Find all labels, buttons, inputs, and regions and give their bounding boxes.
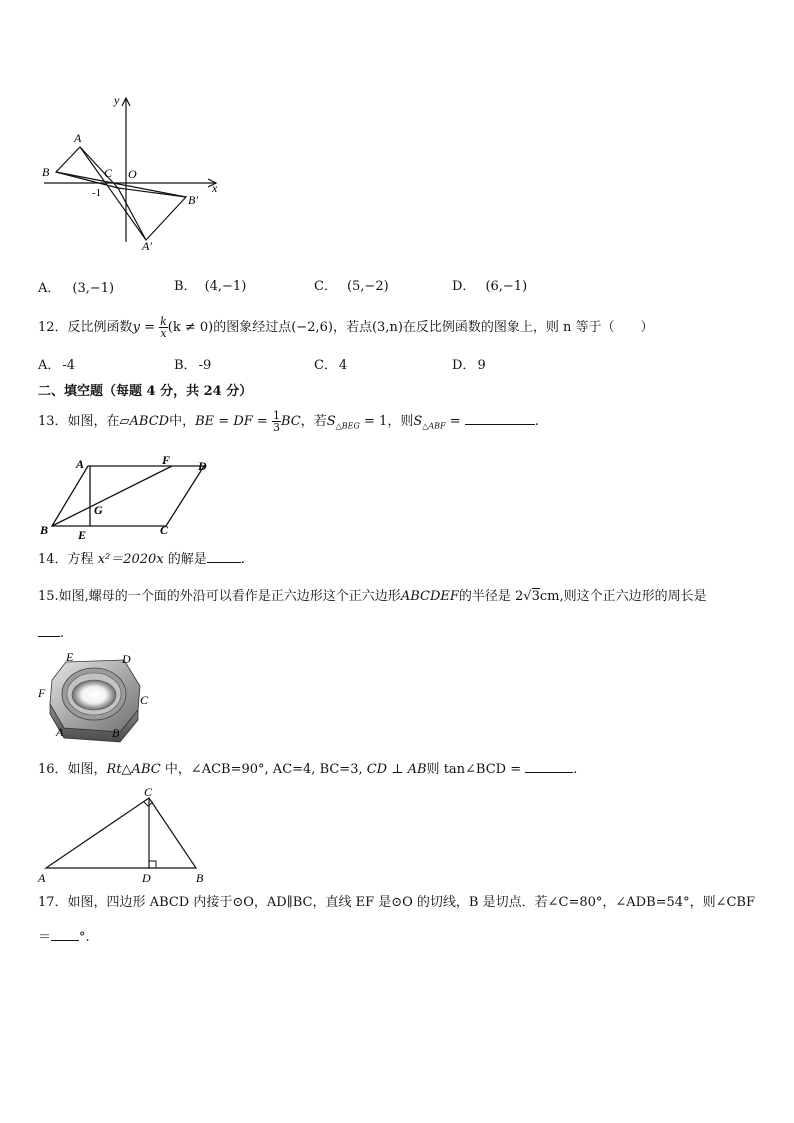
label-o: O <box>128 167 137 181</box>
label-d: D <box>198 459 207 473</box>
label-a-prime: A′ <box>142 239 152 253</box>
question-15: 15.如图,螺母的一个面的外沿可以看作是正六边形这个正六边形ABCDEF的半径是 2√3cm,则这个正六边形的周长是 <box>38 589 707 604</box>
fraction-one-third: $\frac{1}{3}$ <box>272 409 280 434</box>
label-b-prime: B′ <box>188 193 198 207</box>
question-15-blank-line: . <box>38 624 64 643</box>
label-c: C <box>104 166 113 180</box>
label-b: B <box>42 165 50 179</box>
label-f: F <box>162 453 171 467</box>
right-angle-mark-d <box>149 861 156 868</box>
label-d: D <box>142 871 151 885</box>
q12-option-b[interactable]: B． -9 <box>174 358 212 373</box>
label-c: C <box>160 523 169 537</box>
question-16: 16．如图，Rt△ABC 中，∠ACB=90°, AC=4, BC=3, CD ⊥ AB则 tan∠BCD = . <box>38 762 578 777</box>
label-x: x <box>212 181 218 195</box>
label-d: D <box>122 652 131 666</box>
q11-figure <box>36 92 226 254</box>
fraction-k-over-x: $\frac{k}{x}$ <box>160 315 167 340</box>
q12-option-a[interactable]: A． -4 <box>38 358 76 373</box>
q15-nut-figure <box>36 648 160 744</box>
q11-option-c[interactable]: C． (5,−2) <box>314 279 389 294</box>
label-minus-one: -1 <box>92 187 102 199</box>
label-b: B <box>196 871 204 885</box>
question-13: 13．如图，在▱ABCD中，BE = DF = $\frac{1}{3}$ BC，若$S_{\triangle BEG} = 1$，则$S_{\triangle ABF}$ = . <box>38 409 539 434</box>
label-a: A <box>56 725 64 739</box>
label-b: B <box>40 523 49 537</box>
question-14: 14．方程 x²＝2020x 的解是 . <box>38 552 245 567</box>
q11-option-b[interactable]: B． (4,−1) <box>174 279 247 294</box>
label-a: A <box>76 457 85 471</box>
question-12: 12．反比例函数y = $\frac{k}{x}$ (k ≠ 0)的图象经过点(−2,6)，若点(3,n)在反比例函数的图象上，则 n 等于（ ） <box>38 315 654 340</box>
q11-option-a[interactable]: A． (3,−1) <box>38 281 115 296</box>
label-a: A <box>74 131 82 145</box>
nut-hole <box>72 680 116 710</box>
sqrt-symbol: √ <box>523 589 532 604</box>
q12-option-c[interactable]: C． 4 <box>314 358 348 373</box>
answer-blank-16[interactable] <box>525 760 573 773</box>
label-c: C <box>144 785 153 799</box>
label-g: G <box>94 503 103 517</box>
parallelogram-abcd <box>52 466 204 526</box>
answer-blank-15[interactable] <box>38 624 60 637</box>
label-f: F <box>38 686 46 700</box>
answer-blank-17[interactable] <box>51 928 79 941</box>
q13-figure <box>36 452 216 544</box>
segment-aa-prime <box>80 147 146 240</box>
q12-option-d[interactable]: D． 9 <box>452 358 486 373</box>
label-y: y <box>114 93 120 107</box>
label-c: C <box>140 693 149 707</box>
answer-blank-13[interactable] <box>465 412 535 425</box>
answer-blank-14[interactable] <box>207 550 241 563</box>
label-e: E <box>78 528 87 542</box>
question-17-line-2: ＝ °. <box>38 930 90 945</box>
label-b: B <box>112 726 120 740</box>
label-a: A <box>38 871 46 885</box>
question-17: 17．如图，四边形 ABCD 内接于⊙O，AD∥BC，直线 EF 是⊙O 的切线，B 是切点．若∠C=80°，∠ADB=54°，则∠CBF <box>38 895 755 910</box>
triangle-abc <box>46 798 196 868</box>
label-e: E <box>66 650 74 664</box>
q11-option-d[interactable]: D． (6,−1) <box>452 279 528 294</box>
q16-figure <box>36 784 216 886</box>
section-2-heading: 二、填空题（每题 4 分，共 24 分） <box>38 384 253 399</box>
